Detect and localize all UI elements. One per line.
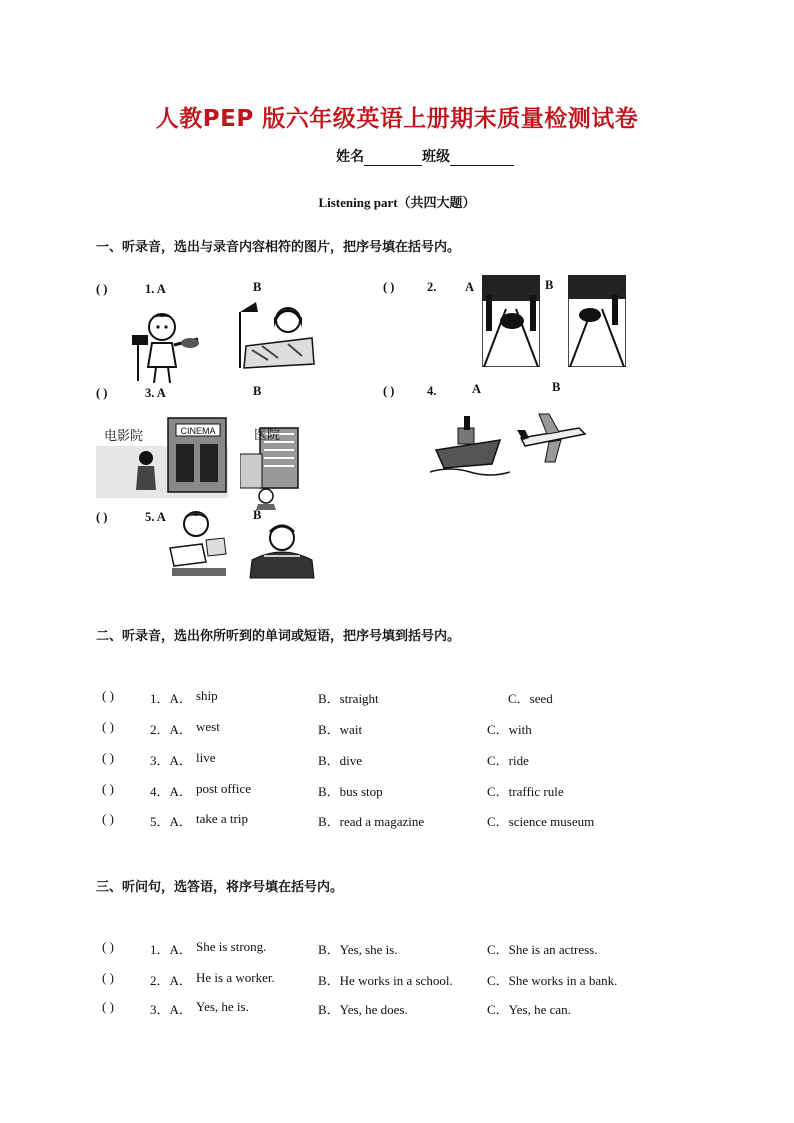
s2-row-3-a: live xyxy=(196,750,216,765)
s2-row-1-num: 1．A． xyxy=(150,691,192,706)
s2-row-3-c: C．ride xyxy=(487,753,529,768)
s3-row-3-num: 3．A． xyxy=(150,1002,192,1017)
s1-q5-paren[interactable]: ( ) xyxy=(96,510,108,524)
s3-row-1-a: She is strong. xyxy=(196,939,267,954)
s3-row-1-num: 1．A． xyxy=(150,942,192,957)
answer-paren[interactable]: ( ) xyxy=(102,939,114,954)
class-label: 班级 xyxy=(422,149,450,165)
s3-row-1-c: C．She is an actress. xyxy=(487,942,598,957)
s2-row-2-c: C．with xyxy=(487,722,532,737)
reading-boy-picture xyxy=(166,508,232,580)
answer-paren[interactable]: ( ) xyxy=(102,970,114,985)
s3-row-2 xyxy=(102,970,114,986)
answer-paren[interactable]: ( ) xyxy=(102,688,114,703)
s1-q5-num: 5. A xyxy=(145,510,166,524)
s3-row-2-c: C．She works in a bank. xyxy=(487,973,618,988)
hospital-label: 医院 xyxy=(254,428,281,443)
ship-picture xyxy=(430,410,510,480)
s2-row-3-b: B．dive xyxy=(318,753,363,768)
s2-row-2 xyxy=(102,719,114,735)
s2-row-5-num: 5．A． xyxy=(150,814,192,829)
section2-heading: 二、听录音，选出你所听到的单词或短语，把序号填到括号内。 xyxy=(96,629,461,644)
sleeping-boy-picture xyxy=(244,520,320,582)
listening-part-heading: Listening part（共四大题） xyxy=(318,195,476,210)
answer-paren[interactable]: ( ) xyxy=(102,750,114,765)
s2-row-5-a: take a trip xyxy=(196,811,248,826)
s3-row-2-b: B．He works in a school. xyxy=(318,973,453,988)
name-class-line xyxy=(336,146,514,166)
s1-q3-num: 3. A xyxy=(145,386,166,400)
s2-row-3 xyxy=(102,750,114,766)
s1-q2-num: 2. xyxy=(427,280,437,294)
s1-q2-paren[interactable]: ( ) xyxy=(383,280,395,294)
section1-heading: 一、听录音，选出与录音内容相符的图片，把序号填在括号内。 xyxy=(96,240,461,255)
s2-row-5-b: B．read a magazine xyxy=(318,814,425,829)
name-blank[interactable] xyxy=(364,151,422,166)
s3-row-1 xyxy=(102,939,114,955)
s3-row-2-a: He is a worker. xyxy=(196,970,275,985)
s3-row-3 xyxy=(102,999,114,1015)
s2-row-5-c: C．science museum xyxy=(487,814,595,829)
s2-row-2-b: B．wait xyxy=(318,722,363,737)
answer-paren[interactable]: ( ) xyxy=(102,781,114,796)
s2-row-4-a: post office xyxy=(196,781,251,796)
road-car-picture-a xyxy=(482,275,540,367)
s1-q1-num: 1. A xyxy=(145,282,166,296)
s1-q3-b-label: B xyxy=(253,384,262,398)
class-blank[interactable] xyxy=(450,151,514,166)
cinema-label: 电影院 xyxy=(104,429,144,444)
s2-row-4 xyxy=(102,781,114,797)
s1-q1-b-label: B xyxy=(253,280,262,294)
plane-picture xyxy=(515,408,587,470)
s1-q2-a-label: A xyxy=(465,280,475,294)
s3-row-3-b: B．Yes, he does. xyxy=(318,1002,408,1017)
s1-q4-paren[interactable]: ( ) xyxy=(383,384,395,398)
painting-girl-picture xyxy=(228,298,318,372)
answer-paren[interactable]: ( ) xyxy=(102,811,114,826)
answer-paren[interactable]: ( ) xyxy=(102,719,114,734)
s3-row-2-num: 2．A． xyxy=(150,973,192,988)
s1-q3-paren[interactable]: ( ) xyxy=(96,386,108,400)
s1-q1-paren[interactable]: ( ) xyxy=(96,282,108,296)
s2-row-1 xyxy=(102,688,114,704)
s2-row-2-a: west xyxy=(196,719,220,734)
road-car-picture-b xyxy=(568,275,626,367)
s2-row-4-b: B．bus stop xyxy=(318,784,383,799)
s1-q4-num: 4. xyxy=(427,384,437,398)
s2-row-2-num: 2．A． xyxy=(150,722,192,737)
name-label: 姓名 xyxy=(336,149,364,165)
cinema-sign: CINEMA xyxy=(180,426,216,436)
answer-paren[interactable]: ( ) xyxy=(102,999,114,1014)
s1-q4-b-label: B xyxy=(552,380,561,394)
s2-row-1-b: B．straight xyxy=(318,691,379,706)
s1-q2-b-label: B xyxy=(545,278,554,292)
s2-row-3-num: 3．A． xyxy=(150,753,192,768)
s1-q4-a-label: A xyxy=(472,382,482,396)
page-title: 人教PEP 版六年级英语上册期末质量检测试卷 xyxy=(155,106,639,132)
s3-row-3-a: Yes, he is. xyxy=(196,999,249,1014)
s2-row-5 xyxy=(102,811,114,827)
s2-row-1-c: C．seed xyxy=(508,691,553,706)
violin-player-picture xyxy=(130,305,210,385)
s2-row-4-c: C．traffic rule xyxy=(487,784,564,799)
s1-q5-b-label: B xyxy=(253,508,262,522)
section3-heading: 三、听问句，选答语，将序号填在括号内。 xyxy=(96,880,344,895)
s2-row-1-a: ship xyxy=(196,688,218,703)
s2-row-4-num: 4．A． xyxy=(150,784,192,799)
s3-row-3-c: C．Yes, he can. xyxy=(487,1002,571,1017)
s3-row-1-b: B．Yes, she is. xyxy=(318,942,398,957)
